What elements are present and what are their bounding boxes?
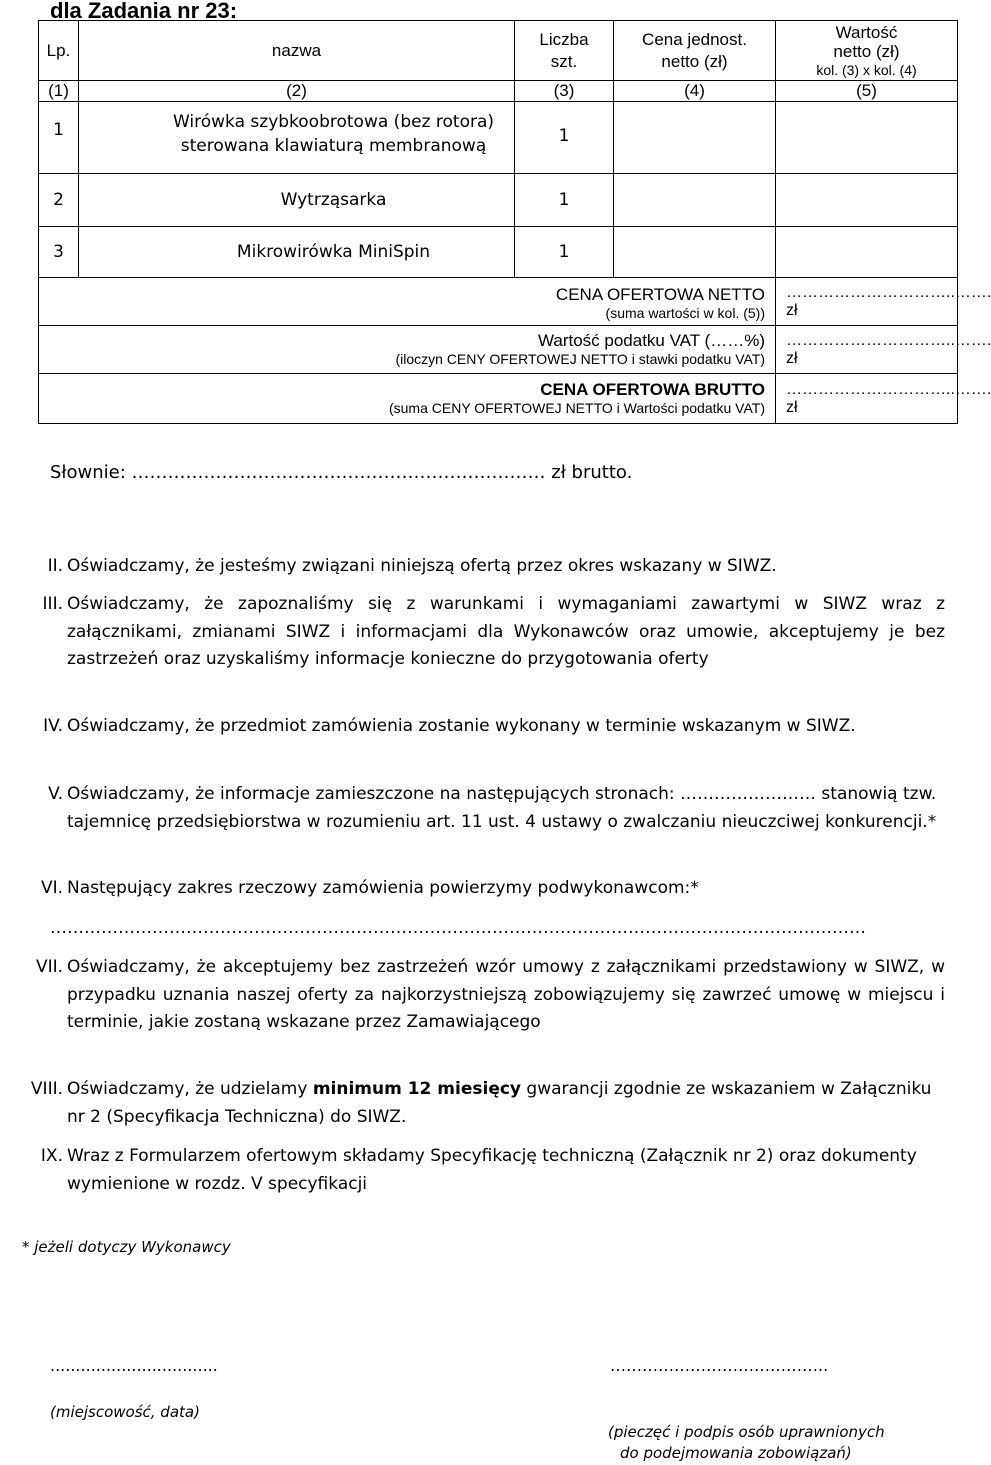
header-wartosc-line2: netto (zł) — [833, 42, 900, 62]
item-number: II. — [47, 556, 63, 576]
row2-name: Wytrząsarka — [79, 174, 515, 227]
footnote: * jeżeli dotyczy Wykonawcy — [22, 1238, 231, 1256]
vat-title: Wartość podatku VAT (……%) — [537, 331, 765, 351]
table-row — [39, 227, 958, 278]
item-number: VIII. — [30, 1079, 63, 1099]
row2-lp: 2 — [39, 174, 79, 227]
item-text: Oświadczamy, że akceptujemy bez zastrzeżeń wzór umowy z załącznikami przedstawiony w SIWZ, w przypadku uznania naszej oferty za najkorzystniejszą zobowiązujemy się zawrzeć umowę w miejscu i terminie, jakie zostaną wskazane przez Zamawiającego — [67, 957, 945, 1032]
declaration-v — [20, 781, 945, 836]
summary-vat-label — [39, 326, 776, 374]
netto-sub: (suma wartości w kol. (5)) — [605, 304, 765, 321]
header-lp: Lp. — [39, 21, 79, 81]
summary-brutto-row — [39, 374, 958, 424]
declaration-vii — [20, 954, 945, 1037]
colnum-4: (4) — [614, 81, 776, 102]
item-text: Wraz z Formularzem ofertowym składamy Specyfikację techniczną (Załącznik nr 2) oraz dokumenty wymienione w rozdz. V specyfikacji — [67, 1146, 917, 1194]
subcontractor-dots: ……………………………………………………………………………………………………………………………… — [50, 918, 866, 938]
row2-price — [614, 174, 776, 227]
item-number: VI. — [40, 878, 63, 898]
signature-label-line2: do podejmowania zobowiązań) — [620, 1444, 852, 1462]
item-text — [67, 1076, 945, 1131]
netto-title: CENA OFERTOWA NETTO — [555, 284, 765, 304]
header-wartosc-line1: Wartość — [835, 22, 898, 42]
brutto-value: …………………………..……. zł — [776, 374, 958, 424]
item-text-bold: minimum 12 miesięcy — [312, 1079, 522, 1099]
colnum-3: (3) — [515, 81, 614, 102]
summary-brutto-label — [39, 374, 776, 424]
colnum-5: (5) — [776, 81, 958, 102]
item-text: Oświadczamy, że zapoznaliśmy się z warunkami i wymaganiami zawartymi w SIWZ wraz z załącznikami, zmianami SIWZ i informacjami dla Wykonawców oraz umowie, akceptujemy je bez zastrzeżeń oraz uzyskaliśmy informacje konieczne do przygotowania oferty — [67, 594, 945, 669]
item-text-after: gwarancji zgodnie ze wskazaniem w Załączniku nr 2 (Specyfikacja Techniczna) do SIWZ. — [67, 1079, 932, 1127]
column-number-row — [39, 81, 958, 102]
header-cena-line1: Cena jednost. — [642, 30, 747, 50]
vat-value: …………………………..……. zł — [776, 326, 958, 374]
item-number: III. — [42, 594, 63, 614]
item-text: Oświadczamy, że informacje zamieszczone na następujących stronach: …………………… stanowią tzw. tajemnicę przedsiębiorstwa w rozumieniu art. 11 ust. 4 ustawy o zwalczaniu nieuczciwej konkurencji.* — [67, 784, 937, 832]
colnum-1: (1) — [39, 81, 79, 102]
row1-price — [614, 102, 776, 174]
row1-qty: 1 — [515, 102, 614, 174]
header-liczba — [515, 21, 614, 81]
declaration-ii — [20, 553, 945, 581]
signature-dots: ………………………………….. — [610, 1356, 829, 1375]
summary-vat-row — [39, 326, 958, 374]
price-table — [38, 20, 991, 424]
declaration-iv — [20, 713, 945, 741]
row1-lp: 1 — [39, 102, 79, 174]
row2-qty: 1 — [515, 174, 614, 227]
row3-value — [776, 227, 958, 278]
row1-name-line1: Wirówka szybkoobrotowa (bez rotora) — [172, 112, 495, 132]
header-wartosc — [776, 21, 958, 81]
header-liczba-line2: szt. — [550, 51, 578, 71]
table-header-row — [39, 21, 958, 81]
page-heading: dla Zadania nr 23: — [50, 0, 238, 23]
table-row — [39, 102, 958, 174]
item-text-before: Oświadczamy, że udzielamy — [67, 1079, 313, 1099]
header-nazwa: nazwa — [79, 21, 515, 81]
row3-name: Mikrowirówka MiniSpin — [79, 227, 515, 278]
header-cena — [614, 21, 776, 81]
row3-lp: 3 — [39, 227, 79, 278]
vat-sub: (iloczyn CENY OFERTOWEJ NETTO i stawki podatku VAT) — [395, 351, 765, 368]
header-wartosc-line3: kol. (3) x kol. (4) — [816, 62, 917, 78]
row3-qty: 1 — [515, 227, 614, 278]
colnum-2: (2) — [79, 81, 515, 102]
item-text: Następujący zakres rzeczowy zamówienia powierzymy podwykonawcom:* — [67, 878, 699, 898]
declaration-iii — [20, 591, 945, 674]
signature-label-line1: (pieczęć i podpis osób uprawnionych — [608, 1423, 885, 1441]
table-row — [39, 174, 958, 227]
item-text: Oświadczamy, że przedmiot zamówienia zostanie wykonany w terminie wskazanym w SIWZ. — [67, 716, 856, 736]
item-number: IV. — [43, 716, 63, 736]
place-date-label: (miejscowość, data) — [50, 1403, 200, 1421]
place-date-dots: ................................. — [50, 1356, 218, 1375]
row1-name — [79, 102, 515, 174]
brutto-sub: (suma CENY OFERTOWEJ NETTO i Wartości podatku VAT) — [388, 400, 765, 417]
declaration-ix — [20, 1143, 945, 1198]
item-number: V. — [48, 784, 63, 804]
item-text: Oświadczamy, że jesteśmy związani niniejszą ofertą przez okres wskazany w SIWZ. — [67, 556, 777, 576]
item-number: IX. — [40, 1146, 63, 1166]
slownie-line: Słownie: …………………………………………………………… zł brutto. — [50, 462, 633, 483]
header-cena-line2: netto (zł) — [661, 51, 728, 71]
row1-name-line2: sterowana klawiaturą membranową — [180, 136, 487, 156]
header-liczba-line1: Liczba — [539, 30, 589, 50]
brutto-title: CENA OFERTOWA BRUTTO — [540, 380, 765, 400]
summary-netto-row — [39, 278, 958, 326]
row2-value — [776, 174, 958, 227]
row1-value — [776, 102, 958, 174]
netto-value: …………………………..……. zł — [776, 278, 958, 326]
declaration-vi — [20, 875, 945, 903]
summary-netto-label — [39, 278, 776, 326]
item-number: VII. — [35, 957, 63, 977]
row3-price — [614, 227, 776, 278]
declaration-viii — [20, 1076, 945, 1131]
